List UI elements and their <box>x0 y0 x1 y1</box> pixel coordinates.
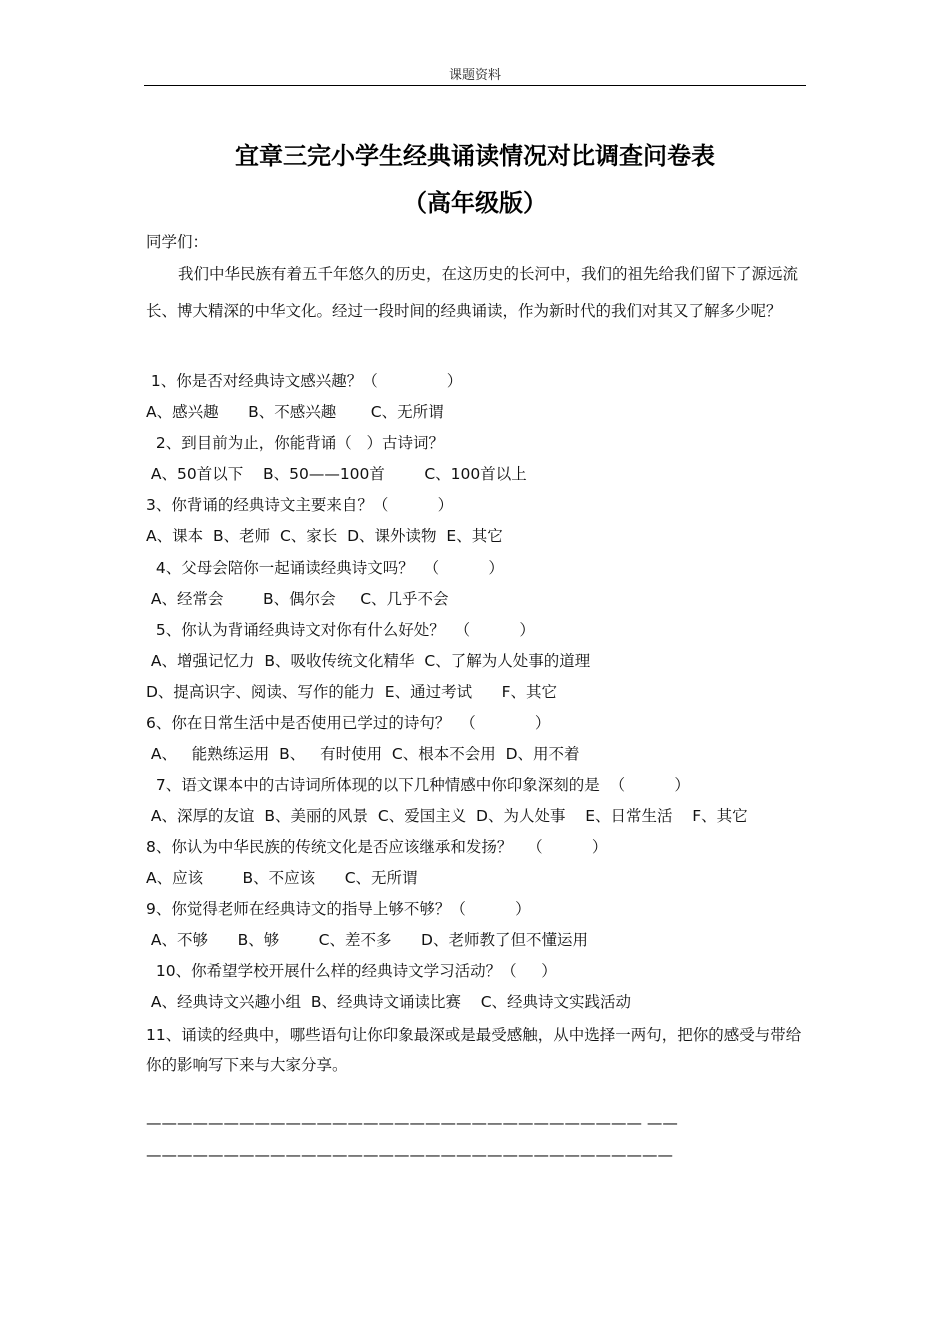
question-4-options: A、经常会 B、偶尔会 C、几乎不会 <box>146 590 449 608</box>
page-header-label: 课题资料 <box>448 68 501 83</box>
question-5-options-a: A、增强记忆力 B、吸收传统文化精华 C、了解为人处事的道理 <box>146 652 591 670</box>
question-2-options: A、50首以下 B、50——100首 C、100首以上 <box>146 465 527 483</box>
question-6-options: A、 能熟练运用 B、 有时使用 C、根本不会用 D、用不着 <box>146 745 580 763</box>
document-subtitle: （高年级版） <box>403 189 547 217</box>
question-10: 10、你希望学校开展什么样的经典诗文学习活动？（ ） <box>146 962 557 980</box>
question-7: 7、语文课本中的古诗词所体现的以下几种情感中你印象深刻的是 （ ） <box>146 776 690 794</box>
question-6: 6、你在日常生活中是否使用已学过的诗句？ （ ） <box>146 714 551 732</box>
question-8: 8、你认为中华民族的传统文化是否应该继承和发扬？ （ ） <box>146 838 608 856</box>
question-8-options: A、应该 B、不应该 C、无所谓 <box>146 869 418 887</box>
question-5-options-d: D、提高识字、阅读、写作的能力 E、通过考试 F、其它 <box>146 683 558 701</box>
question-3: 3、你背诵的经典诗文主要来自？（ ） <box>146 496 454 514</box>
intro-paragraph: 我们中华民族有着五千年悠久的历史，在这历史的长河中，我们的祖先给我们留下了源远流长、博大精深的中华文化。经过一段时间的经典诵读，作为新时代的我们对其又了解多少呢？ <box>146 265 799 320</box>
header-rule <box>144 85 806 86</box>
question-1: 1、你是否对经典诗文感兴趣？（ ） <box>146 372 463 390</box>
question-3-options: A、课本 B、老师 C、家长 D、课外读物 E、其它 <box>146 527 503 545</box>
question-9-options: A、不够 B、够 C、差不多 D、老师教了但不懂运用 <box>146 931 588 949</box>
answer-line-1: ———————————————————————————————— —— <box>146 1114 678 1132</box>
greeting: 同学们： <box>146 233 209 251</box>
question-4: 4、父母会陪你一起诵读经典诗文吗？ （ ） <box>146 559 504 577</box>
question-5: 5、你认为背诵经典诗文对你有什么好处？ （ ） <box>146 621 535 639</box>
question-2: 2、到目前为止，你能背诵（ ）古诗词？ <box>146 434 444 452</box>
document-title: 宜章三完小学生经典诵读情况对比调查问卷表 <box>235 142 715 170</box>
question-1-options: A、感兴趣 B、不感兴趣 C、无所谓 <box>146 403 444 421</box>
question-7-options: A、深厚的友谊 B、美丽的风景 C、爱国主义 D、为人处事 E、日常生活 F、其它 <box>146 807 748 825</box>
question-11: 11、诵读的经典中，哪些语句让你印象最深或是最受感触，从中选择一两句，把你的感受与带给你的影响写下来与大家分享。 <box>146 1026 802 1074</box>
question-9: 9、你觉得老师在经典诗文的指导上够不够？（ ） <box>146 900 531 918</box>
question-10-options: A、经典诗文兴趣小组 B、经典诗文诵读比赛 C、经典诗文实践活动 <box>146 993 632 1011</box>
answer-line-2: —————————————————————————————————— <box>146 1146 673 1164</box>
